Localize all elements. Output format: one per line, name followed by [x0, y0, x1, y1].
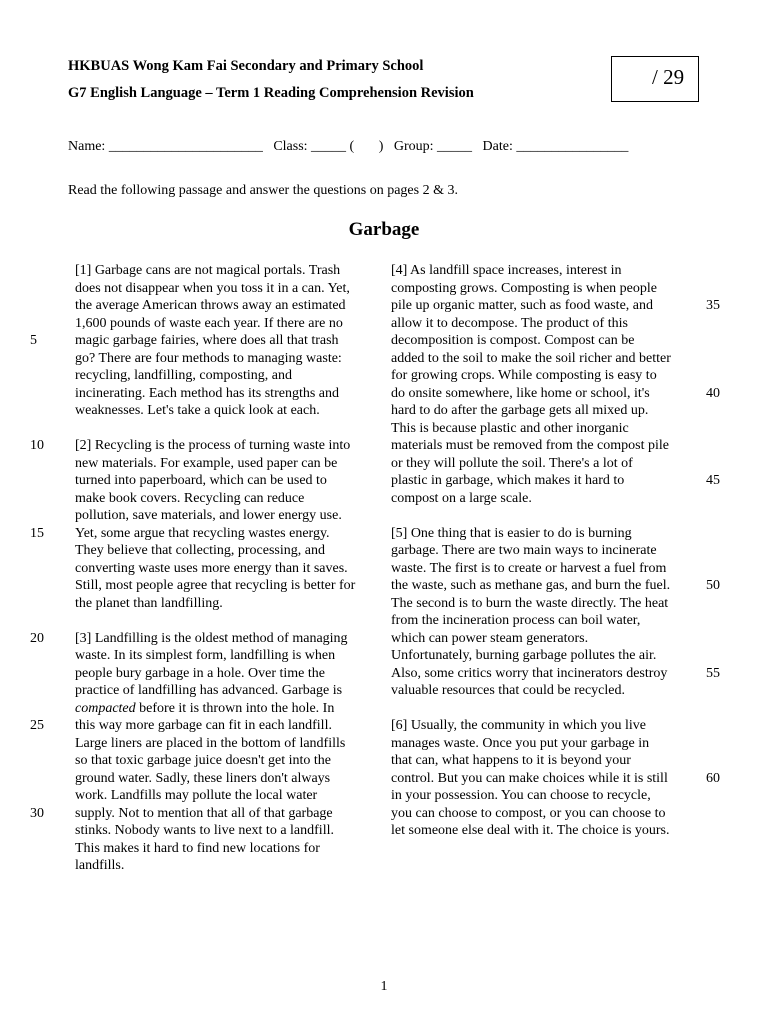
passage-line: make book covers. Recycling can reduce: [75, 490, 305, 506]
line-number: 40: [706, 385, 720, 401]
passage-line: [5] One thing that is easier to do is burning: [391, 525, 632, 541]
passage-line: the average American throws away an estimated: [75, 298, 346, 313]
italic-word: compacted: [75, 700, 136, 716]
passage-line: this way more garbage can fit in each landfill.: [75, 718, 332, 733]
course-title: G7 English Language – Term 1 Reading Comprehension Revision: [68, 85, 474, 101]
passage-line: manages waste. Once you put your garbage in: [391, 735, 650, 751]
passage-line: so that toxic garbage juice doesn't get into the: [75, 753, 332, 768]
passage-line: This is because plastic and other inorganic: [391, 420, 629, 436]
passage-line: [3] Landfilling is the oldest method of managing: [75, 630, 348, 646]
passage-line: landfills.: [75, 858, 125, 873]
line-number: 35: [706, 298, 720, 313]
score-box: [611, 56, 699, 102]
passage-line: [75, 700, 334, 718]
passage-line: Yet, some argue that recycling wastes energy.: [75, 525, 330, 541]
passage-line: hard to do after the garbage gets all mixed up.: [391, 403, 649, 418]
passage-line: This makes it hard to find new locations for: [75, 840, 320, 856]
passage-line: plastic in garbage, which makes it hard to: [391, 473, 625, 488]
passage-line: let someone else deal with it. The choice is yours.: [391, 823, 670, 838]
page-number: 1: [380, 979, 388, 994]
passage-line: [4] As landfill space increases, interest in: [391, 263, 622, 278]
passage-line: which can power steam generators.: [391, 630, 589, 646]
student-info-fields: Name: ______________________ Class: _____ ( ) Group: _____ Date: ________________: [68, 139, 629, 154]
line-number: 45: [706, 473, 720, 488]
passage-line: [1] Garbage cans are not magical portals. Trash: [75, 263, 341, 278]
passage-line: converting waste uses more energy than it saves.: [75, 560, 348, 576]
line-number: 60: [706, 770, 720, 786]
line-number: 5: [30, 333, 37, 348]
line-number: 10: [30, 438, 44, 453]
passage-line: Large liners are placed in the bottom of landfills: [75, 735, 346, 751]
passage-line: They believe that collecting, processing, and: [75, 543, 325, 558]
line-number: 30: [30, 805, 44, 821]
passage-line-rest: before it is thrown into the hole. In: [135, 700, 335, 716]
line-number: 25: [30, 718, 44, 733]
line-number: 15: [30, 525, 44, 541]
instructions: Read the following passage and answer the questions on pages 2 & 3.: [68, 183, 458, 198]
passage-line: recycling, landfilling, composting, and: [75, 368, 292, 383]
line-number: 20: [30, 630, 44, 646]
passage-line: waste. In its simplest form, landfilling is when: [75, 648, 336, 663]
passage-line: supply. Not to mention that all of that garbage: [75, 805, 333, 821]
passage-line: the waste, such as methane gas, and burn the fuel.: [391, 578, 671, 593]
passage-line: weaknesses. Let's take a quick look at each.: [75, 403, 320, 418]
passage-line: from the incineration process can boil water,: [391, 613, 641, 628]
passage-line: practice of landfilling has advanced. Garbage is: [75, 683, 343, 698]
passage-line: for growing crops. While composting is easy to: [391, 368, 657, 383]
passage-line: the planet than landfilling.: [75, 595, 223, 611]
passage-line: [6] Usually, the community in which you live: [391, 718, 646, 733]
passage-line: go? There are four methods to managing waste:: [75, 350, 342, 366]
passage-line: pile up organic matter, such as food waste, and: [391, 298, 653, 313]
passage-line: decomposition is compost. Compost can be: [391, 333, 635, 348]
passage-line: ground water. Sadly, these liners don't always: [75, 770, 331, 786]
passage-line: 1,600 pounds of waste each year. If there are no: [75, 315, 343, 331]
passage-line: does not disappear when you toss it in a can. Yet,: [75, 280, 350, 296]
passage-line: garbage. There are two main ways to incinerate: [391, 543, 657, 558]
passage-line: you can choose to compost, or you can choose to: [391, 805, 666, 821]
passage-line: [2] Recycling is the process of turning waste into: [75, 438, 351, 453]
passage-line: composting grows. Composting is when people: [391, 280, 657, 296]
passage-line: added to the soil to make the soil richer and better: [391, 350, 671, 366]
line-number: 50: [706, 578, 720, 593]
passage-title: Garbage: [348, 219, 420, 240]
passage-line: stinks. Nobody wants to live next to a landfill.: [75, 823, 334, 838]
passage-line: magic garbage fairies, where does all that trash: [75, 333, 339, 348]
passage-line: do onsite somewhere, like home or school, it's: [391, 385, 650, 401]
passage-line: valuable resources that could be recycled.: [391, 683, 626, 698]
passage-line: allow it to decompose. The product of this: [391, 315, 628, 331]
score-total: / 29: [652, 65, 685, 89]
passage-line: control. But you can make choices while it is still: [391, 770, 668, 786]
passage-line: Unfortunately, burning garbage pollutes the air.: [391, 648, 657, 663]
passage-line: turned into paperboard, which can be used to: [75, 473, 327, 488]
passage-line: Also, some critics worry that incinerators destroy: [391, 665, 668, 681]
school-name: HKBUAS Wong Kam Fai Secondary and Primary School: [68, 58, 424, 74]
passage-line: compost on a large scale.: [391, 490, 532, 506]
line-number: 55: [706, 665, 720, 681]
passage-line: in your possession. You can choose to recycle,: [391, 788, 651, 803]
passage-line: pollution, save materials, and lower energy use.: [75, 508, 342, 523]
passage-line: The second is to burn the waste directly. The heat: [391, 595, 669, 611]
passage-line: Still, most people agree that recycling is better for: [75, 578, 356, 593]
passage-line: materials must be removed from the compost pile: [391, 438, 669, 453]
passage-line: incinerating. Each method has its strengths and: [75, 385, 339, 401]
passage-line: work. Landfills may pollute the local water: [75, 788, 318, 803]
passage-line: waste. The first is to create or harvest a fuel from: [391, 560, 667, 576]
passage-line: people bury garbage in a hole. Over time the: [75, 665, 325, 681]
passage-line: or they will pollute the soil. There's a lot of: [391, 455, 633, 471]
passage-line: that can, what happens to it is beyond your: [391, 753, 631, 768]
passage-line: new materials. For example, used paper can be: [75, 455, 338, 471]
